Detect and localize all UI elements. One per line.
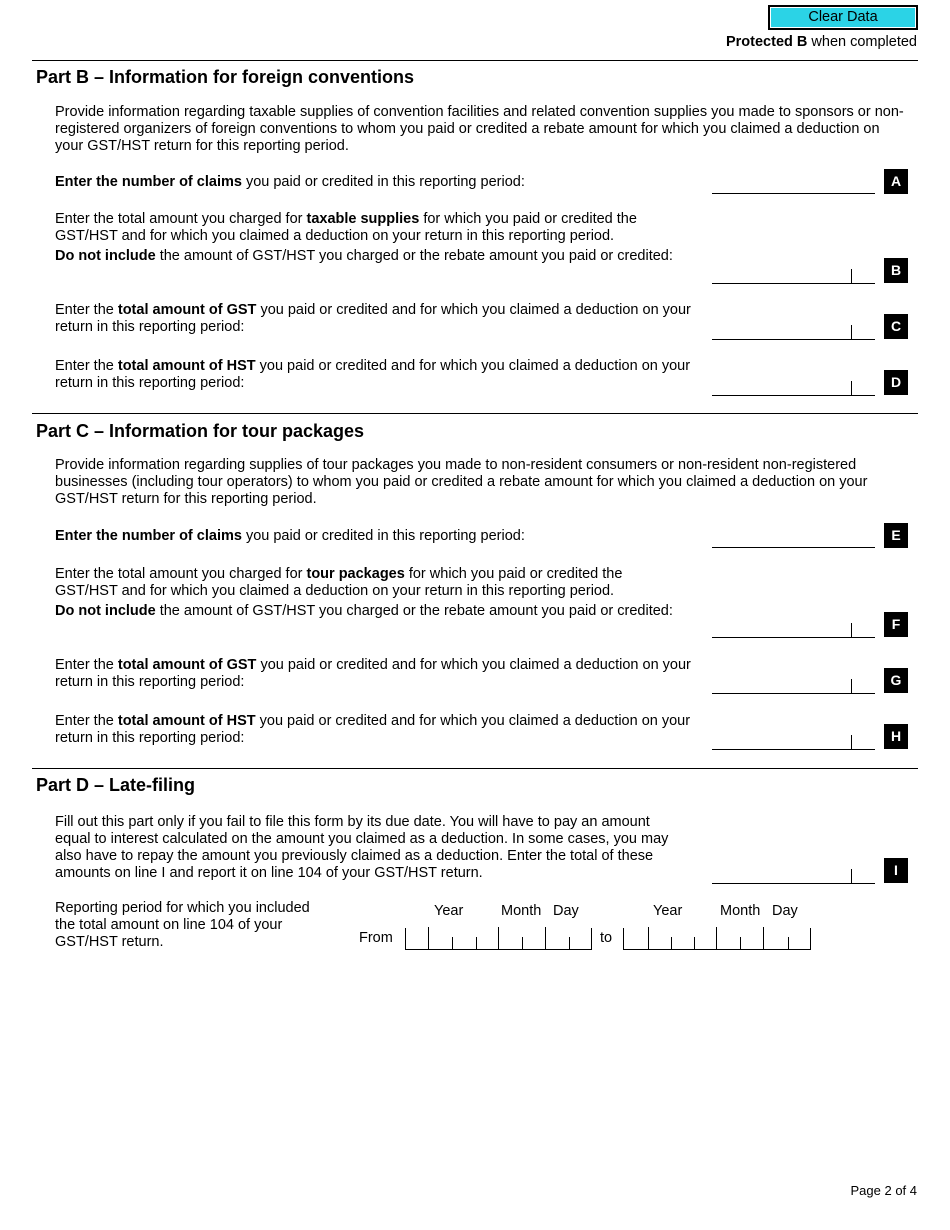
to-label: to xyxy=(600,930,613,946)
cents-separator xyxy=(851,269,852,283)
line-d-pre: Enter the xyxy=(55,358,118,374)
part-c-intro: Provide information regarding supplies of tour packages you made to non-resident consumers or non-resident non-registered businesses (including tour operators) to whom you paid or credited a rebate amount for which you claimed a deduction on your GST/HST return for this reporting period. xyxy=(55,457,868,507)
line-d-bold: total amount of HST xyxy=(117,358,256,374)
to-year-heading: Year xyxy=(653,903,683,919)
from-year-heading: Year xyxy=(434,903,464,919)
line-g-pre: Enter the xyxy=(55,657,118,673)
line-f-note xyxy=(55,603,675,620)
line-a-label-rest: you paid or credited in this reporting period: xyxy=(241,174,525,190)
line-f-pre: Enter the total amount you charged for xyxy=(55,566,307,582)
protected-b-label: Protected B xyxy=(725,34,808,50)
line-h-post: you paid or credited and for which you claimed a deduction on your return in this reporting period: xyxy=(55,713,691,746)
line-h-pre: Enter the xyxy=(55,713,118,729)
line-f-input[interactable] xyxy=(712,637,875,638)
part-b-intro: Provide information regarding taxable supplies of convention facilities and related convention supplies you made to sponsors or non-registered organizers of foreign conventions to whom you paid or credited a rebate amount for which you claimed a deduction on your GST/HST return for this reporting period. xyxy=(55,104,904,154)
cents-separator xyxy=(851,325,852,339)
line-a-input[interactable] xyxy=(712,193,875,194)
line-b-label xyxy=(55,211,695,245)
line-d-badge: D xyxy=(884,370,908,395)
line-f-label xyxy=(55,566,667,600)
line-b-bold: taxable supplies xyxy=(306,211,420,227)
line-a-badge: A xyxy=(884,169,908,194)
line-b-pre: Enter the total amount you charged for xyxy=(55,211,307,227)
to-date-input[interactable] xyxy=(623,928,811,950)
page-number: Page 2 of 4 xyxy=(850,1183,917,1198)
line-g-post: you paid or credited and for which you claimed a deduction on your return in this reporting period: xyxy=(55,657,691,690)
part-d-title: Part D – Late-filing xyxy=(36,775,196,795)
line-g-label xyxy=(55,657,695,691)
line-e-label xyxy=(55,528,525,545)
line-h-badge: H xyxy=(884,724,908,749)
line-e-badge: E xyxy=(884,523,908,548)
to-day-heading: Day xyxy=(772,903,798,919)
divider xyxy=(32,413,918,414)
from-label: From xyxy=(359,930,393,946)
line-c-label xyxy=(55,302,695,336)
line-c-pre: Enter the xyxy=(55,302,118,318)
from-date-input[interactable] xyxy=(405,928,592,950)
protected-b-suffix: when completed xyxy=(807,34,917,50)
line-g-badge: G xyxy=(884,668,908,693)
line-g-bold: total amount of GST xyxy=(117,657,257,673)
cents-separator xyxy=(851,735,852,749)
line-g-input[interactable] xyxy=(712,693,875,694)
line-e-label-rest: you paid or credited in this reporting period: xyxy=(241,528,525,544)
to-month-heading: Month xyxy=(720,903,761,919)
line-b-note-rest: the amount of GST/HST you charged or the rebate amount you paid or credited: xyxy=(155,248,673,264)
from-day-heading: Day xyxy=(553,903,579,919)
line-f-post: for which you paid or credited the GST/HST and for which you claimed a deduction on your return in this reporting period. xyxy=(55,566,623,599)
line-c-badge: C xyxy=(884,314,908,339)
line-h-input[interactable] xyxy=(712,749,875,750)
cents-separator xyxy=(851,679,852,693)
line-f-badge: F xyxy=(884,612,908,637)
clear-data-button[interactable]: Clear Data xyxy=(768,5,918,30)
line-b-post: for which you paid or credited the GST/HST and for which you claimed a deduction on your return in this reporting period. xyxy=(55,211,637,244)
line-c-bold: total amount of GST xyxy=(117,302,257,318)
line-b-note xyxy=(55,248,675,265)
line-d-post: you paid or credited and for which you claimed a deduction on your return in this reporting period: xyxy=(55,358,691,391)
protected-b-notice xyxy=(726,34,917,50)
from-month-heading: Month xyxy=(501,903,542,919)
line-h-label xyxy=(55,713,695,747)
line-e-input[interactable] xyxy=(712,547,875,548)
line-a-label-bold: Enter the number of claims xyxy=(55,174,242,190)
cents-separator xyxy=(851,623,852,637)
line-h-bold: total amount of HST xyxy=(117,713,256,729)
line-i-badge: I xyxy=(884,858,908,883)
cents-separator xyxy=(851,381,852,395)
line-c-input[interactable] xyxy=(712,339,875,340)
line-b-note-bold: Do not include xyxy=(55,248,156,264)
line-b-badge: B xyxy=(884,258,908,283)
line-f-note-bold: Do not include xyxy=(55,603,156,619)
line-i-input[interactable] xyxy=(712,883,875,884)
divider xyxy=(32,60,918,61)
line-f-note-rest: the amount of GST/HST you charged or the rebate amount you paid or credited: xyxy=(155,603,673,619)
line-c-post: you paid or credited and for which you claimed a deduction on your return in this reporting period: xyxy=(55,302,691,335)
divider xyxy=(32,768,918,769)
line-e-label-bold: Enter the number of claims xyxy=(55,528,242,544)
part-b-title: Part B – Information for foreign conventions xyxy=(36,67,415,87)
reporting-period-label: Reporting period for which you included the total amount on line 104 of your GST/HST return. xyxy=(55,900,310,950)
line-f-bold: tour packages xyxy=(306,566,405,582)
cents-separator xyxy=(851,869,852,883)
part-c-title: Part C – Information for tour packages xyxy=(36,421,365,441)
line-a-label xyxy=(55,174,525,191)
line-b-input[interactable] xyxy=(712,283,875,284)
line-d-label xyxy=(55,358,695,392)
part-d-text: Fill out this part only if you fail to file this form by its due date. You will have to pay an amount equal to interest calculated on the amount you claimed as a deduction. In some cases, you may also have to repay the amount you previously claimed as a deduction. Enter the total of these amounts on line I and report it on line 104 of your GST/HST return. xyxy=(55,814,669,881)
line-d-input[interactable] xyxy=(712,395,875,396)
